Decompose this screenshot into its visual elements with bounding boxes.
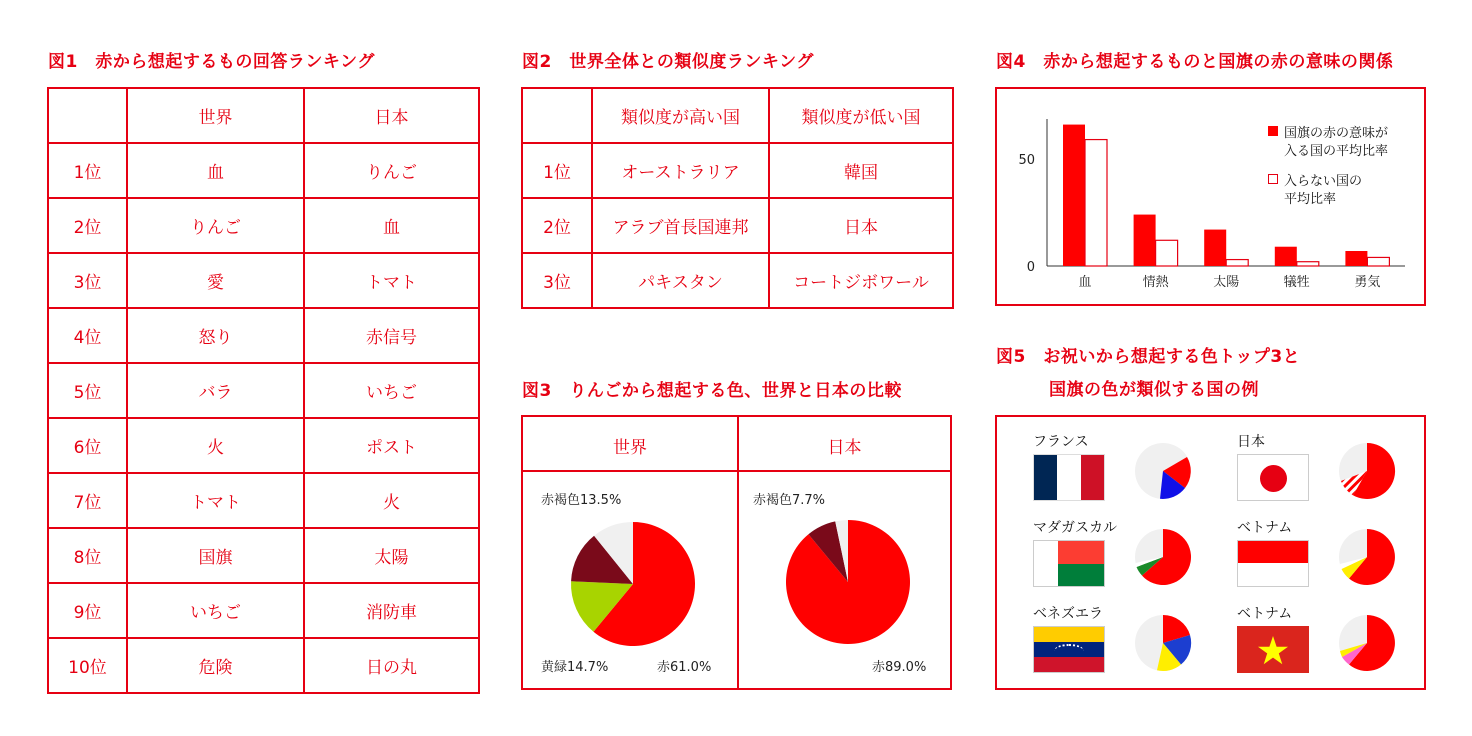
row-7-cell-0: 7位 xyxy=(48,473,127,528)
bar-filled-血 xyxy=(1063,125,1085,266)
legend-filled-line2: 入る国の平均比率 xyxy=(1284,144,1389,159)
row-10-cell-2: 日の丸 xyxy=(304,638,479,693)
row-2-cell-2: 日本 xyxy=(769,198,953,253)
row-2-cell-0: 2位 xyxy=(522,198,592,253)
row-4-cell-2: 赤信号 xyxy=(304,308,479,363)
row-1-cell-1: オーストラリア xyxy=(592,143,769,198)
legend-open-swatch xyxy=(1268,174,1278,184)
japan-apple-pie-chart xyxy=(778,512,918,652)
bar-filled-太陽 xyxy=(1204,230,1226,266)
world-apple-pie-chart xyxy=(563,514,703,654)
row-2-cell-1: アラブ首長国連邦 xyxy=(592,198,769,253)
bar-open-太陽 xyxy=(1226,260,1248,266)
header-cell-1: 類似度が高い国 xyxy=(592,88,769,143)
header-cell-2: 日本 xyxy=(304,88,479,143)
row-9-cell-0: 9位 xyxy=(48,583,127,638)
bar-open-血 xyxy=(1085,140,1107,266)
france-celebration-pie xyxy=(1133,441,1193,501)
row-1-cell-2: りんご xyxy=(304,143,479,198)
bar-open-犠牲 xyxy=(1297,262,1319,266)
country-vietnam-label-1: ベトナム xyxy=(1237,520,1293,536)
japan-celebration-pie xyxy=(1337,441,1397,501)
row-3-cell-1: パキスタン xyxy=(592,253,769,308)
row-1-cell-0: 1位 xyxy=(522,143,592,198)
row-2-cell-2: 血 xyxy=(304,198,479,253)
row-5-cell-0: 5位 xyxy=(48,363,127,418)
fig3-japan-header: 日本 xyxy=(827,438,862,458)
x-tick-情熱: 情熱 xyxy=(1142,275,1169,290)
header-cell-0 xyxy=(522,88,592,143)
vietnam-flag xyxy=(1237,626,1309,673)
bar-filled-勇気 xyxy=(1345,251,1367,266)
fig5-title-line2: 国旗の色が類似する国の例 xyxy=(1049,380,1259,400)
fig4-title: 図4 赤から想起するものと国旗の赤の意味の関係 xyxy=(996,52,1394,72)
row-4-cell-0: 4位 xyxy=(48,308,127,363)
row-3-cell-0: 3位 xyxy=(522,253,592,308)
legend-open-line2: 平均比率 xyxy=(1284,192,1337,207)
row-2-cell-0: 2位 xyxy=(48,198,127,253)
legend-filled-swatch xyxy=(1268,126,1278,136)
row-1-cell-2: 韓国 xyxy=(769,143,953,198)
madagascar-flag xyxy=(1033,540,1105,587)
venezuela-flag xyxy=(1033,626,1105,673)
row-5-cell-1: バラ xyxy=(127,363,304,418)
header-cell-1: 世界 xyxy=(127,88,304,143)
country-madagascar-label: マダガスカル xyxy=(1033,520,1117,536)
row-7-cell-1: トマト xyxy=(127,473,304,528)
row-8-cell-2: 太陽 xyxy=(304,528,479,583)
row-7-cell-2: 火 xyxy=(304,473,479,528)
france-flag xyxy=(1033,454,1105,501)
bar-open-情熱 xyxy=(1156,240,1178,266)
row-6-cell-0: 6位 xyxy=(48,418,127,473)
red-white-flag xyxy=(1237,540,1309,587)
header-cell-2: 類似度が低い国 xyxy=(769,88,953,143)
country-france-label: フランス xyxy=(1033,434,1089,450)
japan-brown-label: 赤褐色7.7% xyxy=(753,493,826,508)
fig1-ranking-table xyxy=(47,87,480,694)
world-red-label: 赤61.0% xyxy=(657,660,712,675)
country-vietnam-label-2: ベトナム xyxy=(1237,606,1293,622)
row-1-cell-1: 血 xyxy=(127,143,304,198)
x-tick-血: 血 xyxy=(1078,275,1092,290)
row-1-cell-0: 1位 xyxy=(48,143,127,198)
fig3-world-header: 世界 xyxy=(613,438,647,458)
x-tick-太陽: 太陽 xyxy=(1213,275,1240,290)
fig5-frame xyxy=(995,415,1426,690)
row-2-cell-1: りんご xyxy=(127,198,304,253)
row-5-cell-2: いちご xyxy=(304,363,479,418)
fig2-similarity-table xyxy=(521,87,954,309)
fig5-title-line1: 図5 お祝いから想起する色トップ3と xyxy=(996,347,1301,367)
row-4-cell-1: 怒り xyxy=(127,308,304,363)
fig3-frame xyxy=(521,415,952,690)
y-tick-0: 0 xyxy=(1026,260,1035,275)
y-tick-50: 50 xyxy=(1018,152,1035,168)
row-6-cell-1: 火 xyxy=(127,418,304,473)
row-9-cell-2: 消防車 xyxy=(304,583,479,638)
world-yellowgreen-label: 黄緑14.7% xyxy=(541,660,609,675)
row-6-cell-2: ポスト xyxy=(304,418,479,473)
bar-filled-犠牲 xyxy=(1275,247,1297,266)
row-8-cell-1: 国旗 xyxy=(127,528,304,583)
fig4-frame xyxy=(995,87,1426,306)
bar-filled-情熱 xyxy=(1134,215,1156,266)
row-9-cell-1: いちご xyxy=(127,583,304,638)
madagascar-celebration-pie xyxy=(1133,527,1193,587)
japan-red-label: 赤89.0% xyxy=(872,660,927,675)
fig2-title: 図2 世界全体との類似度ランキング xyxy=(522,52,814,72)
bar-open-勇気 xyxy=(1367,257,1389,266)
x-tick-勇気: 勇気 xyxy=(1354,275,1381,290)
row-10-cell-1: 危険 xyxy=(127,638,304,693)
header-cell-0 xyxy=(48,88,127,143)
x-tick-犠牲: 犠牲 xyxy=(1283,275,1310,290)
row-10-cell-0: 10位 xyxy=(48,638,127,693)
row-3-cell-2: コートジボワール xyxy=(769,253,953,308)
fig1-title: 図1 赤から想起するもの回答ランキング xyxy=(48,52,375,72)
country-venezuela-label: ベネズエラ xyxy=(1033,606,1103,622)
legend-filled-line1: 国旗の赤の意味が xyxy=(1284,126,1389,141)
row-3-cell-0: 3位 xyxy=(48,253,127,308)
row-3-cell-1: 愛 xyxy=(127,253,304,308)
fig3-title: 図3 りんごから想起する色、世界と日本の比較 xyxy=(522,381,902,401)
legend-open-line1: 入らない国の xyxy=(1284,174,1363,189)
venezuela-celebration-pie xyxy=(1133,613,1193,673)
country-japan-label: 日本 xyxy=(1237,434,1265,450)
japan-flag xyxy=(1237,454,1309,501)
vietnam-celebration-pie-1 xyxy=(1337,527,1397,587)
world-brown-label: 赤褐色13.5% xyxy=(541,493,622,508)
row-3-cell-2: トマト xyxy=(304,253,479,308)
fig3-header-line xyxy=(523,470,950,472)
vietnam-celebration-pie-2 xyxy=(1337,613,1397,673)
row-8-cell-0: 8位 xyxy=(48,528,127,583)
